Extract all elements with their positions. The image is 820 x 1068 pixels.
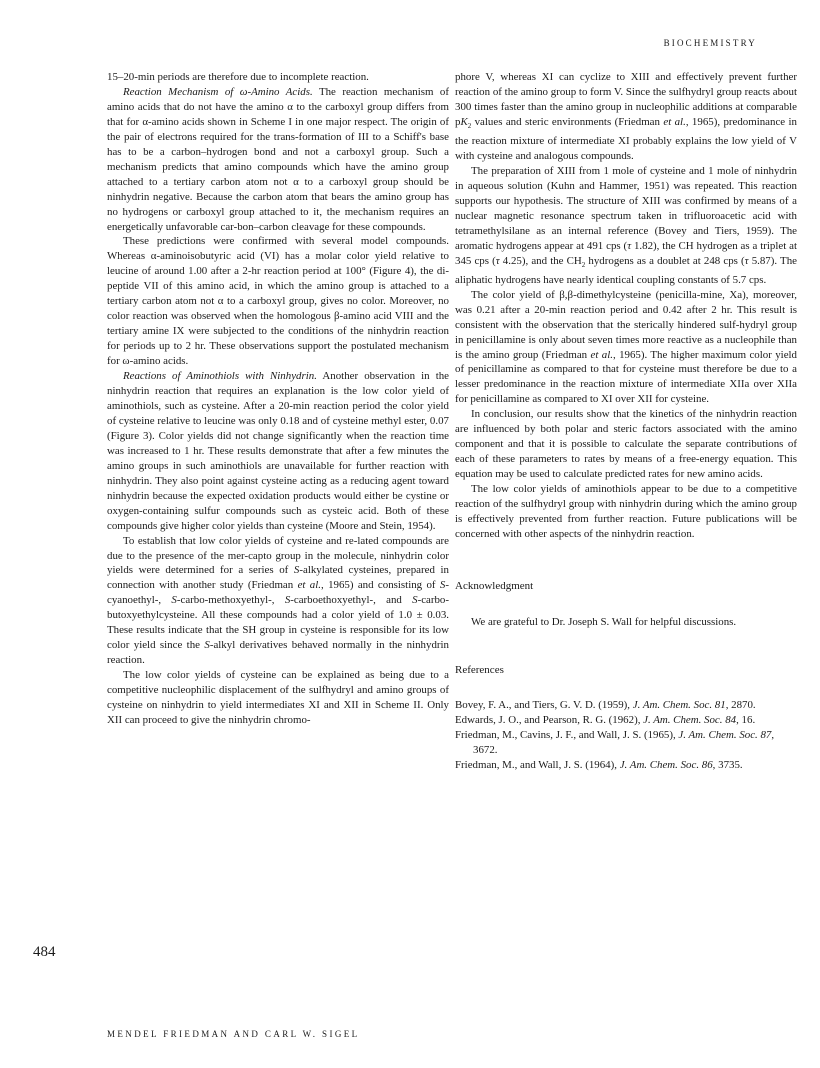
reference-item: Friedman, M., Cavins, J. F., and Wall, J. S. (1965), J. Am. Chem. Soc. 87, 3672. <box>455 728 775 756</box>
reference-item: Edwards, J. O., and Pearson, R. G. (1962), J. Am. Chem. Soc. 84, 16. <box>455 713 756 726</box>
references-heading: References <box>455 663 504 676</box>
right-body-paragraphs <box>455 70 797 542</box>
right-text-column <box>455 70 797 773</box>
acknowledgment-text: We are grateful to Dr. Joseph S. Wall for helpful discussions. <box>471 615 737 628</box>
right-column-paragraph: The low color yields of aminothiols appear to be due to a competitive reaction of the sulfhydryl group with ninhydrin during which the amino group is effectively prevented from further reaction. Future publications will be concerned with other aspects of the ninhydrin reaction. <box>455 483 797 540</box>
left-column-paragraph: 15–20-min periods are therefore due to incomplete reaction. <box>107 71 369 83</box>
reference-item: Friedman, M., and Wall, J. S. (1964), J. Am. Chem. Soc. 86, 3735. <box>455 758 743 771</box>
left-column-paragraph: Reactions of Aminothiols with Ninhydrin. Another observation in the ninhydrin reaction that requires an explanation is the low color yield of aminothiols, such as cysteine. After a 20-min reaction period the color yield of cysteine relative to leucine was only 0.18 and of cysteine methyl ester, 0.07 (Figure 3). Color yields did not change significantly when the reaction time was increased to 1 hr. These results demonstrate that after a few minutes the amino groups in such aminothiols are unavailable for further reaction with ninhydrin. They also point against cysteine acting as a reducing agent toward ninhydrin because the expected oxidation products would either be cystine or oxygen-containing sulfur compounds such as cysteic acid. Both of these compounds give higher color yields than cysteine (Moore and Stein, 1954). <box>107 370 449 532</box>
right-column-paragraph: The color yield of β,β-dimethylcysteine (penicilla-mine, Xa), moreover, was 0.21 after a 20-min reaction period and 0.42 after 2 hr. This result is consistent with the observation that the sterically hindered sulf-hydryl group in penicillamine is only about seven times more reactive as a nucleophile than is the amino group (Friedman et al., 1965). The higher maximum color yield of penicillamine as compared to that for cysteine must therefore be due to a lesser predominance in the reaction mixture of intermediate XIIa over XIIa for penicillamine as compared to XI over XII for cysteine. <box>455 288 797 406</box>
acknowledgment-heading: Acknowledgment <box>455 579 534 592</box>
footer-authors: MENDEL FRIEDMAN AND CARL W. SIGEL <box>107 1029 360 1039</box>
reference-list <box>455 698 797 773</box>
left-column-paragraph: Reaction Mechanism of ω-Amino Acids. The reaction mechanism of amino acids that do not have the amino α to the carboxyl group differs from that for α-amino acids shown in Scheme I in one major respect. The origin of the pair of electrons required for the trans-formation of III to a Schiff's base has to be a carbon–hydrogen bond and not a carboxyl group. Such a mechanism predicts that amino compounds which have the amino group attached to a tertiary carbon atom not α to a carboxyl group should be ninhydrin negative. Because the carbon atom that bears the amino group has no hydrogens or carboxyl group attached to it, the mechanism requires an energetically unfavorable car-bon–carbon cleavage for these compounds. <box>107 85 449 233</box>
left-text-column <box>107 70 449 728</box>
running-head-journal: BIOCHEMISTRY <box>663 38 757 48</box>
reference-item: Bovey, F. A., and Tiers, G. V. D. (1959), J. Am. Chem. Soc. 81, 2870. <box>455 698 756 711</box>
right-column-paragraph: In conclusion, our results show that the kinetics of the ninhydrin reaction are influenced by both polar and steric factors associated with the amino component and that it is possible to calculate the separate contributions of each of these parameters to rates by means of a free-energy equation. This equation may be used to calculate predicted rates for new amino acids. <box>455 408 797 481</box>
right-column-paragraph: The preparation of XIII from 1 mole of cysteine and 1 mole of ninhydrin in aqueous solution (Kuhn and Hammer, 1951) was repeated. This reaction supports our hypothesis. The structure of XIII was confirmed by means of a nuclear magnetic resonance spectrum taken in trifluoroacetic acid with tetramethylsilane as an internal reference (Bovey and Tiers, 1959). The aromatic hydrogens appear at 491 cps (τ 1.82), the CH hydrogen as a triplet at 345 cps (τ 4.25), and the $CH_2$ hydrogens as a doublet at 248 cps (τ 5.87). The aliphatic hydrogens have nearly identical coupling constants of 5.7 cps. <box>455 164 797 286</box>
right-column-paragraph: phore V, whereas XI can cyclize to XIII and effectively prevent further reaction of the amino group to form V. Since the sulfhydryl group reacts about 300 times faster than the amino group in nucleophilic additions at comparable $pK_2$ values and steric environments (Friedman et al., 1965), predominance in the reaction mixture of intermediate XI probably explains the low yield of V with cysteine and analogous compounds. <box>455 71 797 162</box>
page-number: 484 <box>33 944 56 960</box>
left-column-paragraph: The low color yields of cysteine can be explained as being due to a competitive nucleophilic displacement of the sulfhydryl and amino groups of cysteine on ninhydrin to yield intermediates XI and XII in Scheme II. Only XII can proceed to give the ninhydrin chromo- <box>107 669 449 726</box>
left-column-paragraph: These predictions were confirmed with several model compounds. Whereas α-aminoisobutyric acid (VI) has a molar color yield relative to leucine of around 1.00 after a 2-hr reaction period at 100° (Figure 4), the di-peptide VII of this amino acid, in which the amino group is attached to a tertiary carbon atom not α to a carboxyl group, gives no color. Moreover, no color reaction was observed when the homologous β-amino acid VIII and the tertiary amine IX were subjected to the conditions of the ninhydrin reaction for periods up to 2 hr. These observations support the postulated mechanism for ω-amino acids. <box>107 235 449 368</box>
left-column-paragraph: To establish that low color yields of cysteine and re-lated compounds are due to the presence of the mer-capto group in the molecule, ninhydrin color yields were determined for a series of S-alkylated cysteines, prepared in connection with another study (Friedman et al., 1965) and consisting of S-cyanoethyl-, S-carbo-methoxyethyl-, S-carboethoxyethyl-, and S-carbo-butoxyethylcysteine. All these compounds had a color yield of 1.0 ± 0.03. These results indicate that the SH group in cysteine is responsible for its low color yield since the S-alkyl derivatives behaved normally in the ninhydrin reaction. <box>107 534 450 667</box>
